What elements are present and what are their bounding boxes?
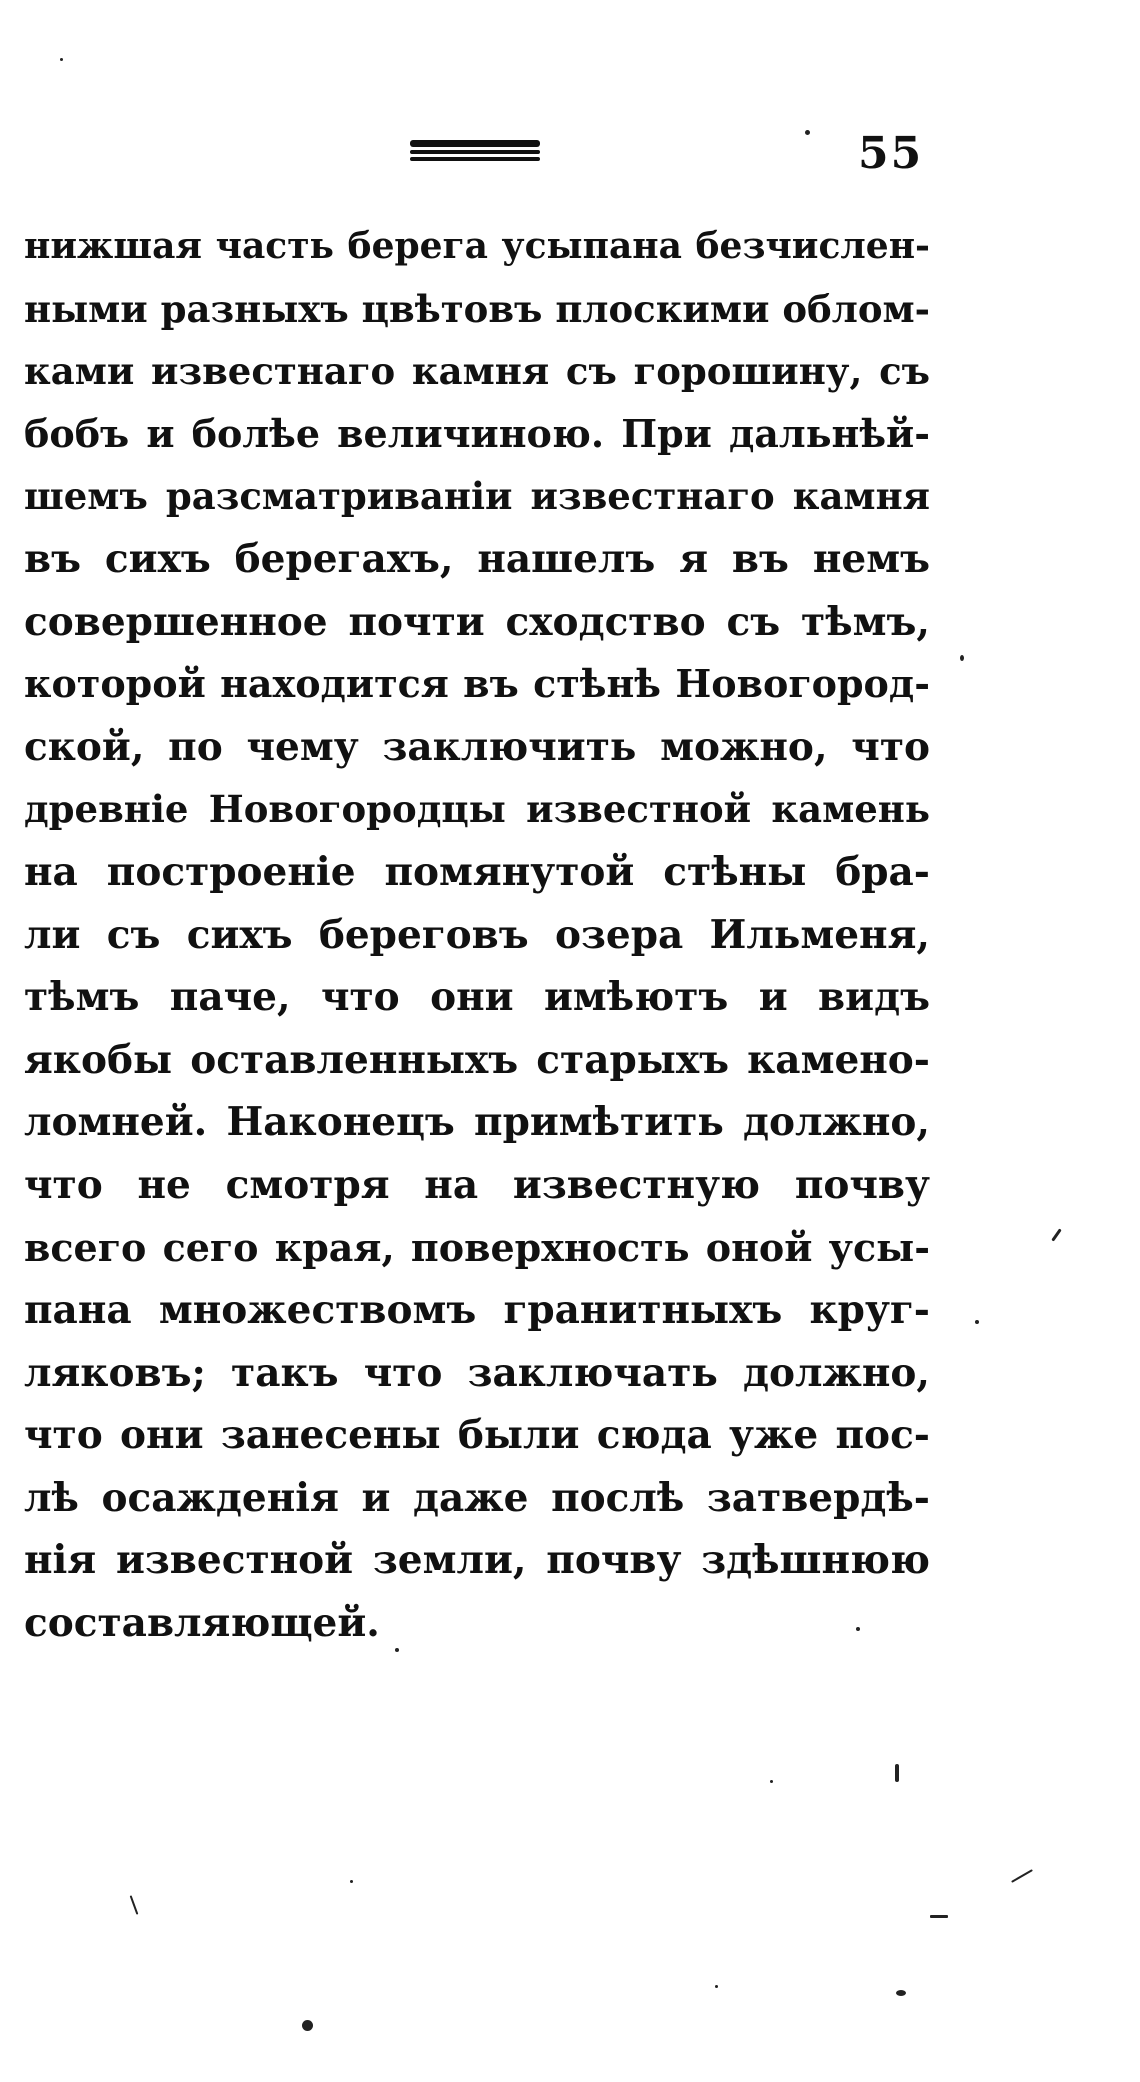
- text-line: ломней. Наконецъ примѣтить должно,: [24, 1099, 930, 1146]
- scan-speck: [715, 1985, 718, 1988]
- scan-speck: [60, 58, 63, 61]
- text-line: древнiе Новогородцы известной камень: [24, 787, 930, 832]
- scan-speck: [1051, 1228, 1061, 1241]
- scan-speck: [856, 1627, 860, 1631]
- body-text: [24, 215, 930, 1655]
- text-line: составляющей.: [24, 1600, 380, 1647]
- scan-speck: [960, 655, 964, 661]
- text-line: нiя известной земли, почву здѣшнюю: [24, 1537, 930, 1584]
- text-line: бобъ и болѣе величиною. При дальнѣй-: [24, 410, 930, 456]
- text-line: шемъ разсматриванiи известнаго камня: [24, 474, 930, 519]
- text-line: пана множествомъ гранитныхъ круг-: [24, 1287, 930, 1334]
- text-line: всего сего края, поверхность оной усы-: [24, 1224, 930, 1270]
- scan-speck: [895, 1764, 899, 1782]
- text-line: что не смотря на известную почву: [24, 1161, 930, 1208]
- scan-speck: [130, 1895, 139, 1914]
- text-line: якобы оставленныхъ старыхъ камено-: [24, 1036, 930, 1083]
- text-line: въ сихъ берегахъ, нашелъ я въ немъ: [24, 535, 930, 582]
- page-number: 55: [858, 128, 924, 179]
- scan-speck: [350, 1880, 353, 1883]
- scan-speck: [975, 1320, 979, 1324]
- header-ornament: [410, 140, 540, 162]
- text-line: что они занесены были сюда уже пос-: [24, 1412, 930, 1459]
- text-line: совершенное почти сходство съ тѣмъ,: [24, 598, 930, 645]
- text-line: которой находится въ стѣнѣ Новогород-: [24, 661, 930, 707]
- scan-speck: [805, 130, 810, 135]
- text-line: ской, по чему заключить можно, что: [24, 723, 930, 770]
- scan-speck: [896, 1990, 906, 1996]
- scan-speck: [395, 1648, 399, 1652]
- text-line: тѣмъ паче, что они имѣютъ и видъ: [24, 974, 930, 1021]
- text-line: лѣ осажденiя и даже послѣ затвердѣ-: [24, 1474, 930, 1521]
- scan-speck: [770, 1780, 773, 1783]
- scan-speck: [1011, 1869, 1033, 1883]
- text-line: ляковъ; такъ что заключать должно,: [24, 1349, 930, 1396]
- text-line: на построенiе помянутой стѣны бра-: [24, 848, 930, 895]
- text-line: ными разныхъ цвѣтовъ плоскими облом-: [24, 286, 930, 331]
- text-line: нижшая часть берега усыпана безчислен-: [24, 225, 930, 267]
- scan-speck: [302, 2020, 313, 2031]
- text-line: ли съ сихъ береговъ озера Ильменя,: [24, 911, 930, 958]
- scan-speck: [930, 1915, 948, 1918]
- text-line: ками известнаго камня съ горошину, съ: [24, 349, 930, 394]
